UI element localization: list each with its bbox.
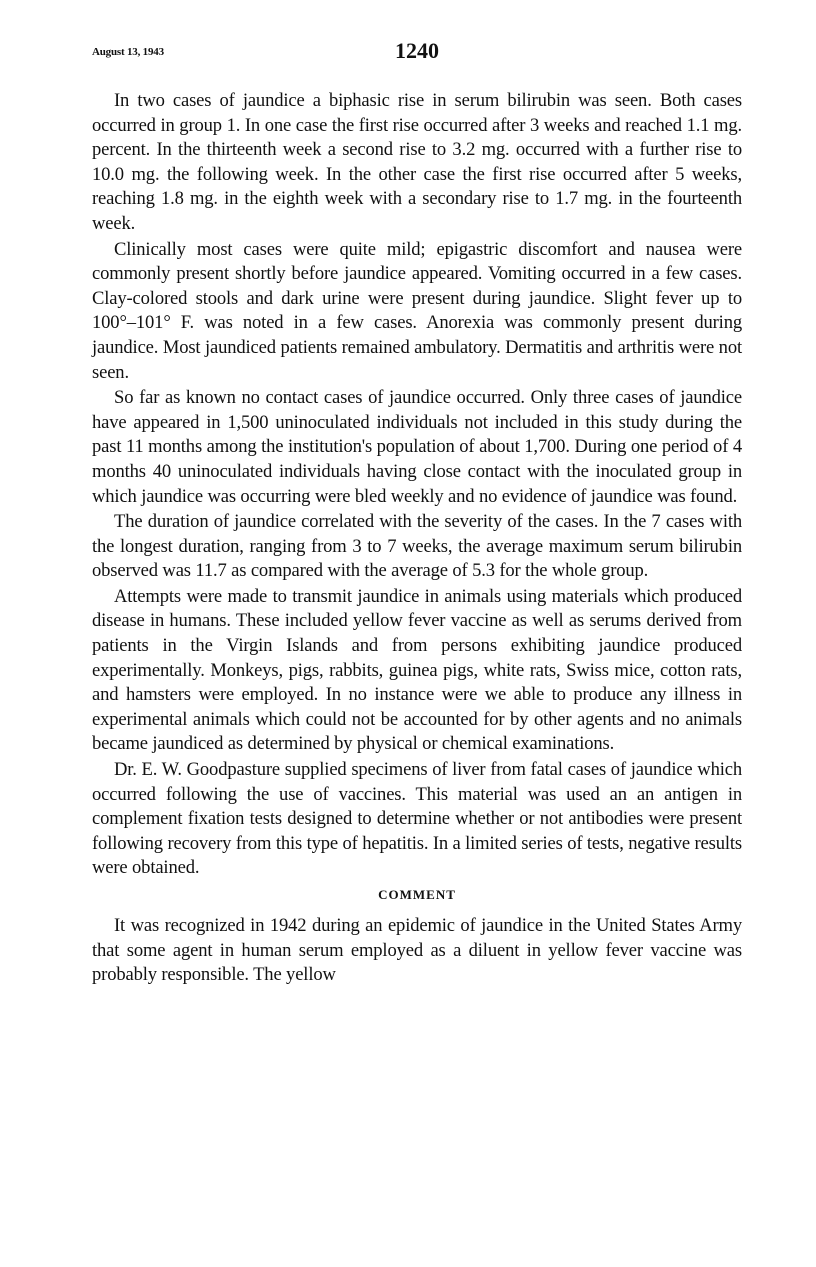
paragraph-clinical-features: Clinically most cases were quite mild; epigastric discomfort and nausea were commonly present shortly before jaundice appeared. Vomiting occurred in a few cases. Clay-colored stools and dark urine were present during jaundice. Slight fever up to 100°–101° F. was noted in a few cases. Anorexia was commonly present during jaundice. Most jaundiced patients remained ambulatory. Dermatitis and arthritis were not seen. bbox=[92, 238, 742, 383]
paragraph-comment: It was recognized in 1942 during an epidemic of jaundice in the United States Army that some agent in human serum employed as a diluent in yellow fever vaccine was probably responsible. The yellow bbox=[92, 915, 742, 986]
paragraph-biphasic-bilirubin: In two cases of jaundice a biphasic rise in serum bilirubin was seen. Both cases occurred in group 1. In one case the first rise occurred after 3 weeks and reached 1.1 mg. percent. In the thirteenth week a second rise to 3.2 mg. occurred with a further rise to 10.0 mg. the following week. In the other case the first rise occurred after 5 weeks, reaching 1.8 mg. in the eighth week with a secondary rise to 1.7 mg. in the fourteenth week. bbox=[92, 90, 742, 234]
page-number: 1240 bbox=[395, 38, 439, 63]
section-heading-comment: COMMENT bbox=[378, 887, 456, 902]
paragraph-duration: The duration of jaundice correlated with the severity of the cases. In the 7 cases with the longest duration, ranging from 3 to 7 weeks, the average maximum serum bilirubin observed was 11.7 as compared with the average of 5.3 for the whole group. bbox=[92, 511, 742, 582]
paragraph-contact-cases: So far as known no contact cases of jaundice occurred. Only three cases of jaundice have appeared in 1,500 uninoculated individuals not included in this study during the past 11 months among the institution's population of about 1,700. During one period of 4 months 40 uninoculated individuals having close contact with the inoculated group in which jaundice was occurring were bled weekly and no evidence of jaundice was found. bbox=[92, 387, 742, 507]
page-header bbox=[92, 38, 742, 66]
body-text bbox=[92, 89, 742, 988]
header-date: August 13, 1943 bbox=[92, 46, 164, 58]
paragraph-complement-fixation: Dr. E. W. Goodpasture supplied specimens of liver from fatal cases of jaundice which occurred following the use of vaccines. This material was used an an antigen in complement fixation tests designed to determine whether or not antibodies were present following recovery from this type of hepatitis. In a limited series of tests, negative results were obtained. bbox=[92, 759, 742, 879]
paragraph-animal-transmission: Attempts were made to transmit jaundice in animals using materials which produced disease in humans. These included yellow fever vaccine as well as serums derived from patients in the Virgin Islands and from persons exhibiting jaundice produced experimentally. Monkeys, pigs, rabbits, guinea pigs, white rats, Swiss mice, cotton rats, and hamsters were employed. In no instance were we able to produce any illness in experimental animals which could not be accounted for by other agents and no animals became jaundiced as determined by physical or chemical examinations. bbox=[92, 585, 742, 755]
